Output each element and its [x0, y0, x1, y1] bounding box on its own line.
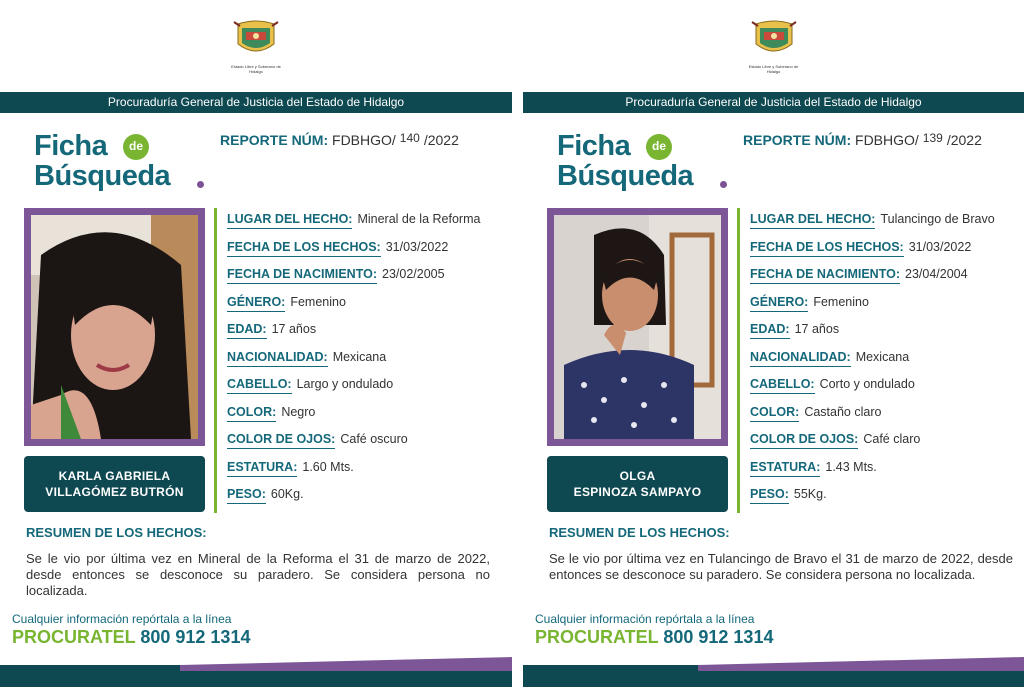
row-edad: [750, 322, 1024, 350]
label-color: COLOR:: [750, 405, 799, 422]
report-prefix: FDBHGO/: [855, 132, 919, 148]
row-fecha-hechos: [750, 240, 1024, 268]
row-nacionalidad: [750, 350, 1024, 378]
person-name-line1: OLGA: [619, 469, 656, 483]
value-estatura: 1.60 Mts.: [302, 459, 354, 474]
row-fecha-nacimiento: [227, 267, 509, 295]
summary-text: Se le vio por última vez en Tulancingo de Bravo el 31 de marzo de 2022, desde entonces se desconoce su paradero. Se considera persona no localizada.: [549, 551, 1013, 582]
report-num: 140: [399, 131, 420, 145]
label-nacionalidad: NACIONALIDAD:: [227, 350, 328, 367]
label-edad: EDAD:: [227, 322, 267, 339]
state-crest-logo: [747, 18, 801, 74]
label-genero: GÉNERO:: [227, 295, 285, 312]
value-genero: Femenino: [290, 294, 346, 309]
value-edad: 17 años: [794, 322, 840, 336]
crest-caption: Estado Libre y Soberano de Hidalgo: [748, 64, 799, 74]
label-color: COLOR:: [227, 405, 276, 422]
row-nacionalidad: [227, 350, 509, 378]
row-color: [750, 405, 1024, 433]
photo-frame: [24, 208, 205, 446]
report-num: 139: [922, 131, 943, 145]
value-lugar: Mineral de la Reforma: [357, 212, 481, 226]
row-estatura: [750, 460, 1024, 488]
label-color-ojos: COLOR DE OJOS:: [227, 432, 335, 449]
value-peso: 60Kg.: [270, 487, 304, 501]
person-name: [547, 456, 728, 512]
label-peso: PESO:: [750, 487, 789, 504]
person-name-line2: ESPINOZA SAMPAYO: [573, 485, 702, 499]
value-color: Castaño claro: [804, 404, 882, 419]
row-estatura: [227, 460, 509, 488]
photo-frame: [547, 208, 728, 446]
report-prefix: FDBHGO/: [332, 132, 396, 148]
value-peso: 55Kg.: [793, 487, 827, 501]
value-edad: 17 años: [271, 322, 317, 336]
value-cabello: Largo y ondulado: [296, 377, 394, 391]
row-color-ojos: [750, 432, 1024, 460]
report-label: REPORTE NÚM:: [220, 132, 329, 148]
report-number: [743, 132, 982, 148]
footer-note: Cualquier información repórtala a la línea: [535, 612, 755, 626]
person-name-line2: VILLAGÓMEZ BUTRÓN: [45, 485, 184, 499]
person-name: [24, 456, 205, 512]
value-nacionalidad: Mexicana: [855, 349, 910, 364]
value-fecha-hechos: 31/03/2022: [385, 239, 449, 254]
procuratel-brand: PROCURATEL: [535, 627, 659, 647]
value-nacionalidad: Mexicana: [332, 349, 387, 364]
bottom-bar: [523, 657, 1024, 687]
procuratel-brand: PROCURATEL: [12, 627, 136, 647]
person-photo: [31, 215, 198, 439]
details-list: [227, 212, 509, 515]
ficha-busqueda-logo: [557, 130, 737, 196]
logo-word-busqueda: Búsqueda: [34, 160, 171, 192]
value-color-ojos: Café oscuro: [340, 432, 408, 446]
row-edad: [227, 322, 509, 350]
row-color: [227, 405, 509, 433]
label-peso: PESO:: [227, 487, 266, 504]
report-number: [220, 132, 459, 148]
value-fecha-nacimiento: 23/02/2005: [382, 267, 445, 281]
report-year: /2022: [946, 132, 982, 148]
logo-word-busqueda: Búsqueda: [557, 160, 694, 192]
value-color-ojos: Café claro: [863, 432, 921, 446]
row-cabello: [750, 377, 1024, 405]
logo-dot: [197, 181, 204, 188]
row-color-ojos: [227, 432, 509, 460]
label-fecha-hechos: FECHA DE LOS HECHOS:: [750, 240, 904, 257]
row-fecha-hechos: [227, 240, 509, 268]
summary-title: RESUMEN DE LOS HECHOS:: [549, 525, 730, 540]
label-cabello: CABELLO:: [750, 377, 815, 394]
label-fecha-hechos: FECHA DE LOS HECHOS:: [227, 240, 381, 257]
value-lugar: Tulancingo de Bravo: [880, 212, 995, 226]
value-fecha-hechos: 31/03/2022: [908, 239, 972, 254]
row-genero: [750, 295, 1024, 323]
row-genero: [227, 295, 509, 323]
value-genero: Femenino: [813, 294, 869, 309]
logo-word-de: de: [123, 134, 149, 160]
procuratel-phone: 800 912 1314: [140, 627, 251, 647]
value-estatura: 1.43 Mts.: [825, 459, 877, 474]
label-lugar: LUGAR DEL HECHO:: [227, 212, 352, 229]
report-label: REPORTE NÚM:: [743, 132, 852, 148]
footer-note: Cualquier información repórtala a la línea: [12, 612, 232, 626]
row-cabello: [227, 377, 509, 405]
procuratel-hotline: [12, 627, 250, 648]
row-peso: [227, 487, 509, 515]
logo-word-ficha: Ficha: [34, 130, 108, 162]
label-fecha-nacimiento: FECHA DE NACIMIENTO:: [750, 267, 900, 284]
person-photo: [554, 215, 721, 439]
label-lugar: LUGAR DEL HECHO:: [750, 212, 875, 229]
label-color-ojos: COLOR DE OJOS:: [750, 432, 858, 449]
label-edad: EDAD:: [750, 322, 790, 339]
value-fecha-nacimiento: 23/04/2004: [905, 267, 968, 281]
label-estatura: ESTATURA:: [227, 460, 297, 477]
details-list: [750, 212, 1024, 515]
divider-line: [214, 208, 217, 513]
ficha-busqueda-logo: [34, 130, 214, 196]
value-cabello: Corto y ondulado: [819, 377, 915, 391]
search-poster-olga: [523, 0, 1024, 687]
logo-dot: [720, 181, 727, 188]
poster-divider: [512, 0, 523, 687]
label-cabello: CABELLO:: [227, 377, 292, 394]
summary-text: Se le vio por última vez en Mineral de la Reforma el 31 de marzo de 2022, desde entonces se desconoce su paradero. Se considera persona no localizada.: [26, 551, 490, 598]
label-genero: GÉNERO:: [750, 295, 808, 312]
logo-word-de: de: [646, 134, 672, 160]
row-peso: [750, 487, 1024, 515]
label-estatura: ESTATURA:: [750, 460, 820, 477]
label-nacionalidad: NACIONALIDAD:: [750, 350, 851, 367]
procuratel-phone: 800 912 1314: [663, 627, 774, 647]
row-lugar: [227, 212, 509, 240]
crest-caption: Estado Libre y Soberano de Hidalgo: [231, 64, 281, 74]
header-band: Procuraduría General de Justicia del Estado de Hidalgo: [0, 92, 512, 113]
person-name-line1: KARLA GABRIELA: [58, 469, 171, 483]
procuratel-hotline: [535, 627, 773, 648]
bottom-bar: [0, 657, 512, 687]
state-crest-logo: [229, 18, 283, 74]
divider-line: [737, 208, 740, 513]
header-band: Procuraduría General de Justicia del Estado de Hidalgo: [523, 92, 1024, 113]
label-fecha-nacimiento: FECHA DE NACIMIENTO:: [227, 267, 377, 284]
logo-word-ficha: Ficha: [557, 130, 631, 162]
report-year: /2022: [423, 132, 459, 148]
summary-title: RESUMEN DE LOS HECHOS:: [26, 525, 207, 540]
row-lugar: [750, 212, 1024, 240]
value-color: Negro: [281, 404, 316, 419]
row-fecha-nacimiento: [750, 267, 1024, 295]
